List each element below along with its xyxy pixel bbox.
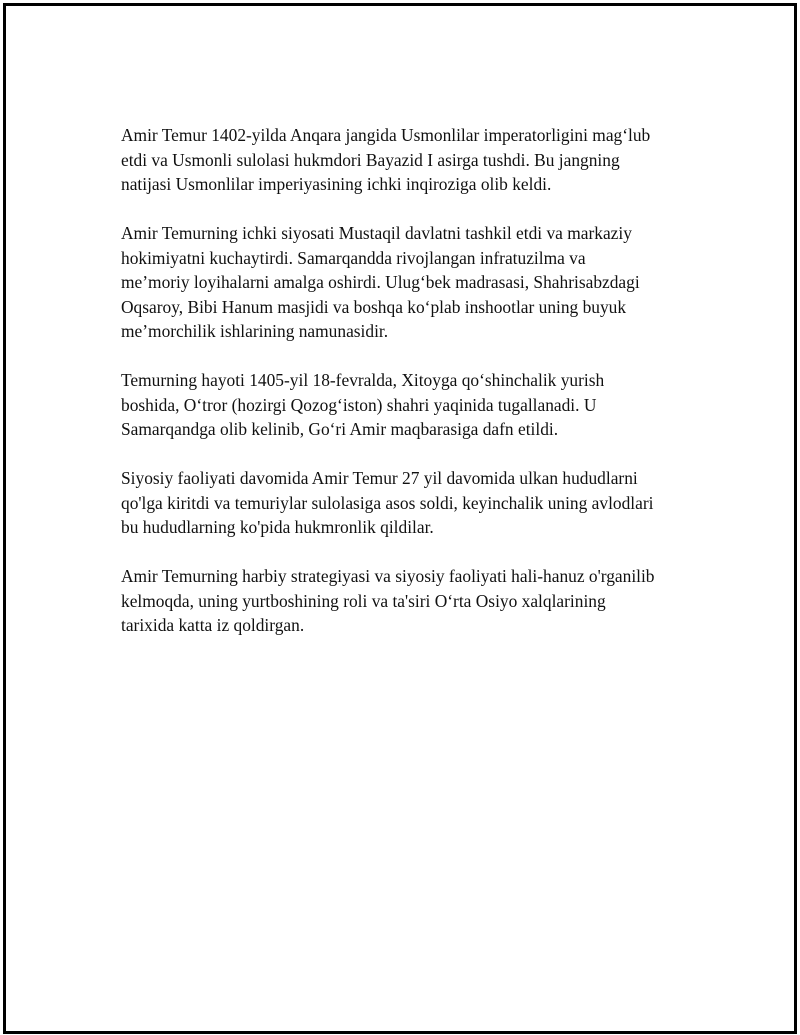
text-line: Temurning hayoti 1405-yil 18-fevralda, Xitoyga qo‘shinchalik yurish	[121, 370, 605, 390]
text-line: Amir Temur 1402-yilda Anqara jangida Usmonlilar imperatorligini mag‘lub	[121, 125, 651, 145]
document-body	[121, 123, 701, 662]
paragraph-domestic-policy	[121, 221, 701, 344]
paragraph-legacy	[121, 564, 701, 638]
paragraph-anqara-battle	[121, 123, 701, 197]
text-line: boshida, O‘tror (hozirgi Qozog‘iston) shahri yaqinida tugallanadi. U	[121, 394, 597, 415]
text-line: hokimiyatni kuchaytirdi. Samarqandda rivojlangan infratuzilma va	[121, 247, 586, 268]
text-line: bu hududlarning ko'pida hukmronlik qildilar.	[121, 517, 434, 537]
text-line: me’morchilik ishlarining namunasidir.	[121, 321, 389, 341]
text-line: Oqsaroy, Bibi Hanum masjidi va boshqa ko‘plab inshootlar uning buyuk	[121, 296, 627, 317]
text-line: kelmoqda, uning yurtboshining roli va ta'siri O‘rta Osiyo xalqlarining	[121, 590, 606, 611]
text-line: etdi va Usmonli sulolasi hukmdori Bayazid I asirga tushdi. Bu jangning	[121, 149, 620, 170]
paragraph-political-activity	[121, 466, 701, 540]
text-line: natijasi Usmonlilar imperiyasining ichki inqiroziga olib keldi.	[121, 174, 552, 194]
text-line: qo'lga kiritdi va temuriylar sulolasiga asos soldi, keyinchalik uning avlodlari	[121, 492, 654, 513]
text-line: Siyosiy faoliyati davomida Amir Temur 27 yil davomida ulkan hududlarni	[121, 468, 638, 488]
text-line: Amir Temurning harbiy strategiyasi va siyosiy faoliyati hali-hanuz o'rganilib	[121, 566, 655, 586]
page-frame	[3, 3, 797, 1034]
text-line: Samarqandga olib kelinib, Go‘ri Amir maqbarasiga dafn etildi.	[121, 419, 559, 439]
text-line: me’moriy loyihalarni amalga oshirdi. Ulug‘bek madrasasi, Shahrisabzdagi	[121, 272, 640, 292]
paragraph-death	[121, 368, 701, 442]
text-line: Amir Temurning ichki siyosati Mustaqil davlatni tashkil etdi va markaziy	[121, 223, 632, 243]
text-line: tarixida katta iz qoldirgan.	[121, 615, 305, 635]
